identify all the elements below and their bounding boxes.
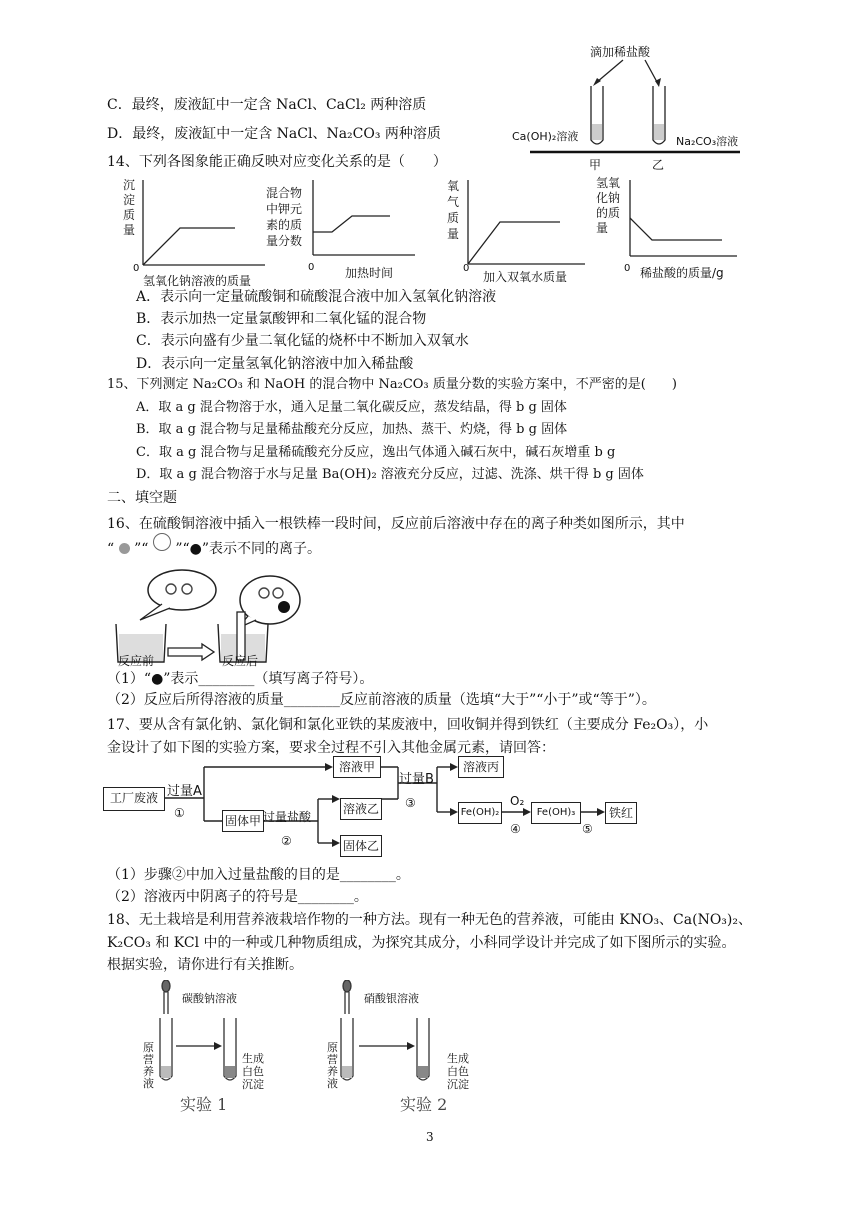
q14-option-d: D．表示向一定量氢氧化钠溶液中加入稀盐酸 bbox=[136, 356, 414, 372]
label-step3: ③ bbox=[405, 796, 416, 810]
gray-ion-icon bbox=[119, 543, 130, 554]
box-solid-jia: 固体甲 bbox=[222, 810, 264, 832]
left-tube-label: Ca(OH)₂溶液 bbox=[512, 130, 579, 143]
dropper-label: 滴加稀盐酸 bbox=[590, 45, 651, 59]
label-excess-hcl: 过量盐酸 bbox=[263, 810, 312, 824]
exp1-orig-label: 原 营 养 液 bbox=[143, 1041, 154, 1090]
label-step2: ② bbox=[281, 834, 292, 848]
label-o2: O₂ bbox=[510, 794, 525, 808]
label-step1: ① bbox=[174, 806, 185, 820]
q18-stem-line1: 18、无土栽培是利用营养液栽培作物的一种方法。现有一种无色的营养液，可能由 KNO₃、Ca(NO₃)₂、 bbox=[107, 912, 752, 928]
right-tube-label: Na₂CO₃溶液 bbox=[676, 135, 739, 148]
exp2-title: 实验 2 bbox=[400, 1095, 448, 1114]
q14-option-c: C．表示向盛有少量二氧化锰的烧杯中不断加入双氧水 bbox=[136, 333, 469, 349]
before-label: 反应前 bbox=[118, 654, 155, 668]
hollow-ion-icon bbox=[153, 533, 171, 551]
graph2-xlabel: 加热时间 bbox=[345, 266, 394, 280]
q13-option-d: D．最终，废液缸中一定含 NaCl、Na₂CO₃ 两种溶质 bbox=[107, 126, 441, 142]
exp2-orig-label: 原 营 养 液 bbox=[327, 1041, 338, 1090]
q15-option-a: A．取 a g 混合物溶于水，通入足量二氧化碳反应，蒸发结晶，得 b g 固体 bbox=[136, 400, 567, 415]
label-excess-a: 过量A bbox=[167, 784, 202, 799]
page-number: 3 bbox=[426, 1130, 434, 1144]
q14-option-a: A．表示向一定量硫酸铜和硫酸混合液中加入氢氧化钠溶液 bbox=[136, 289, 497, 305]
q16-stem-line2: “ ”“ ”“●”表示不同的离子。 bbox=[107, 540, 321, 558]
graph4-ylabel: 氢氧 化钠 的质 量 bbox=[596, 176, 621, 235]
q17-stem-line2: 金设计了如下图的实验方案，要求全过程不引入其他金属元素，请回答： bbox=[107, 740, 555, 756]
exp2-reagent: 硝酸银溶液 bbox=[364, 992, 419, 1005]
exp2-result-label: 生成 白色 沉淀 bbox=[447, 1052, 469, 1091]
graph1-ylabel: 沉 淀 质 量 bbox=[123, 178, 136, 237]
q15-option-b: B．取 a g 混合物与足量稀盐酸充分反应，加热、蒸干、灼烧，得 b g 固体 bbox=[136, 422, 568, 437]
q14-stem: 14、下列各图象能正确反映对应变化关系的是（ ） bbox=[107, 154, 447, 170]
q16-sub2: （2）反应后所得溶液的质量________反应前溶液的质量（选填“大于”“小于”或“等于”）。 bbox=[107, 692, 656, 708]
box-feoh2: Fe(OH)₂ bbox=[458, 802, 502, 824]
box-solid-yi: 固体乙 bbox=[340, 835, 382, 857]
q15-option-d: D．取 a g 混合物溶于水与足量 Ba(OH)₂ 溶液充分反应，过滤、洗涤、烘干得 b g 固体 bbox=[136, 467, 644, 482]
q17-stem-line1: 17、要从含有氯化钠、氯化铜和氯化亚铁的某废液中，回收铜并得到铁红（主要成分 Fe₂O₃），小 bbox=[107, 717, 709, 733]
box-feoh3: Fe(OH)₃ bbox=[531, 802, 581, 824]
graph2-ylabel: 混合物 中钾元 素的质 量分数 bbox=[266, 186, 303, 248]
label-step4: ④ bbox=[510, 822, 521, 836]
q16-stem-line1: 16、在硫酸铜溶液中插入一根铁棒一段时间，反应前后溶液中存在的离子种类如图所示，其中 bbox=[107, 516, 685, 532]
graph4-xlabel: 稀盐酸的质量/g bbox=[640, 266, 724, 280]
exp1-reagent: 碳酸钠溶液 bbox=[182, 992, 237, 1005]
label-yi: 乙 bbox=[652, 158, 665, 172]
q16-sub1: （1）“●”表示________（填写离子符号）。 bbox=[107, 671, 374, 687]
box-tiehong: 铁红 bbox=[605, 802, 637, 824]
q18-stem-line2: K₂CO₃ 和 KCl 中的一种或几种物质组成，为探究其成分，小科同学设计并完成了如下图所示的实验。 bbox=[107, 935, 736, 951]
box-sol-yi: 溶液乙 bbox=[340, 798, 382, 820]
q13-option-c: C．最终，废液缸中一定含 NaCl、CaCl₂ 两种溶质 bbox=[107, 97, 427, 113]
graph3-xlabel: 加入双氧水质量 bbox=[483, 270, 568, 284]
box-waste: 工厂废液 bbox=[103, 787, 165, 811]
exp1-result-label: 生成 白色 沉淀 bbox=[242, 1052, 264, 1091]
graph3-ylabel: 氧 气 质 量 bbox=[447, 179, 460, 241]
q15-stem: 15、下列测定 Na₂CO₃ 和 NaOH 的混合物中 Na₂CO₃ 质量分数的实验方案中，不严密的是( ) bbox=[107, 377, 677, 392]
box-sol-jia: 溶液甲 bbox=[333, 756, 381, 778]
label-jia: 甲 bbox=[589, 158, 602, 172]
after-label: 反应后 bbox=[222, 654, 259, 668]
box-sol-bing: 溶液丙 bbox=[458, 756, 504, 778]
exp1-title: 实验 1 bbox=[180, 1095, 228, 1114]
section-heading: 二、填空题 bbox=[107, 490, 177, 506]
q14-option-b: B．表示加热一定量氯酸钾和二氧化锰的混合物 bbox=[136, 311, 427, 327]
q15-option-c: C．取 a g 混合物与足量稀硫酸充分反应，逸出气体通入碱石灰中，碱石灰增重 b g bbox=[136, 445, 616, 460]
label-step5: ⑤ bbox=[582, 822, 593, 836]
q18-stem-line3: 根据实验，请你进行有关推断。 bbox=[107, 957, 303, 973]
q17-sub2: （2）溶液丙中阴离子的符号是________。 bbox=[107, 889, 368, 905]
test-tubes-diagram bbox=[505, 56, 765, 171]
label-excess-b: 过量B bbox=[399, 772, 434, 787]
graph1-xlabel: 氢氧化钠溶液的质量 bbox=[143, 274, 252, 288]
q17-sub1: （1）步骤②中加入过量盐酸的目的是________。 bbox=[107, 867, 410, 883]
